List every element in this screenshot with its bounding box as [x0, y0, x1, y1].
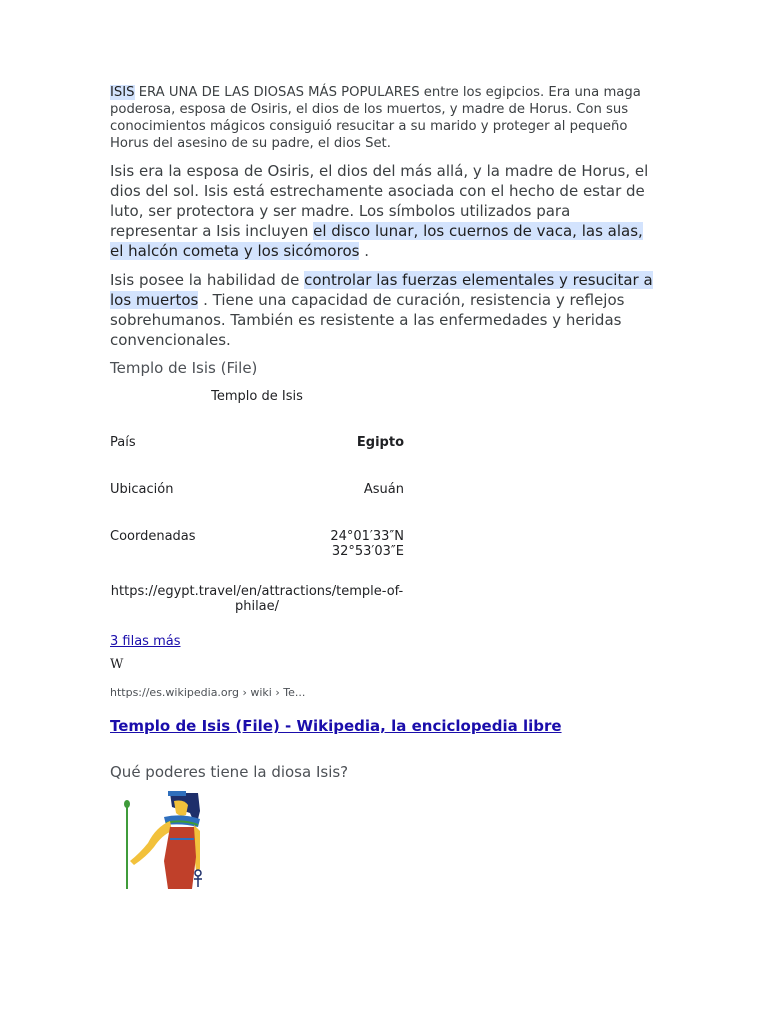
- infobox-url: https://egypt.travel/en/attractions/temple-of-philae/: [110, 584, 404, 614]
- paragraph-powers: [110, 270, 658, 350]
- isis-figure-icon: [110, 791, 206, 891]
- isis-illustration: [110, 791, 206, 891]
- infobox-latitude: 24°01′33″N: [330, 529, 404, 544]
- paragraph-symbols-after: .: [359, 242, 369, 260]
- infobox-label: Ubicación: [110, 482, 174, 497]
- infobox-row-country: [110, 435, 404, 482]
- infobox-value: Asuán: [363, 482, 404, 497]
- paragraph-powers-highlight: controlar las fuerzas elementales y resucitar a los muertos: [110, 271, 653, 309]
- question-heading: Qué poderes tiene la diosa Isis?: [110, 763, 349, 781]
- infobox-longitude: 32°53′03″E: [331, 544, 404, 559]
- infobox-label: País: [110, 435, 136, 450]
- more-rows-link[interactable]: 3 filas más: [110, 634, 181, 649]
- wikipedia-logo-icon: W: [110, 657, 124, 672]
- infobox-label: Coordenadas: [110, 529, 196, 544]
- paragraph-symbols-before: Isis era la esposa de Osiris, el dios del más allá, y la madre de Horus, el dios del sol. Isis está estrechamente asociada con el hecho de estar de luto, ser protectora y ser madre. Los símbolos utilizados para representar a Isis incluyen: [110, 162, 649, 240]
- infobox-coordinates: [330, 529, 404, 559]
- paragraph-powers-after: . Tiene una capacidad de curación, resistencia y reflejos sobrehumanos. También es resistente a las enfermedades y heridas convencionales.: [110, 291, 625, 349]
- document-page: [110, 84, 658, 891]
- paragraph-symbols-highlight: el disco lunar, los cuernos de vaca, las alas, el halcón cometa y los sicómoros: [110, 222, 643, 260]
- infobox-value: Egipto: [356, 435, 404, 450]
- intro-paragraph: [110, 84, 658, 152]
- intro-text: ERA UNA DE LAS DIOSAS MÁS POPULARES entre los egipcios. Era una maga poderosa, esposa de Osiris, el dios de los muertos, y madre de Horus. Con sus conocimientos mágicos consiguió resucitar a su marido y proteger al pequeño Horus del asesino de su padre, el dios Set.: [110, 85, 641, 151]
- source-cite: https://es.wikipedia.org › wiki › Te...: [110, 686, 306, 699]
- paragraph-powers-before: Isis posee la habilidad de: [110, 271, 305, 289]
- temple-subheading: Templo de Isis (File): [110, 359, 258, 377]
- infobox-caption: Templo de Isis: [211, 389, 303, 404]
- temple-infobox: [110, 389, 404, 614]
- wikipedia-result-link[interactable]: Templo de Isis (File) - Wikipedia, la enciclopedia libre: [110, 717, 562, 735]
- infobox-row-location: [110, 482, 404, 529]
- intro-highlight: ISIS: [110, 85, 135, 100]
- infobox-row-coordinates: [110, 529, 404, 576]
- paragraph-symbols: [110, 161, 658, 261]
